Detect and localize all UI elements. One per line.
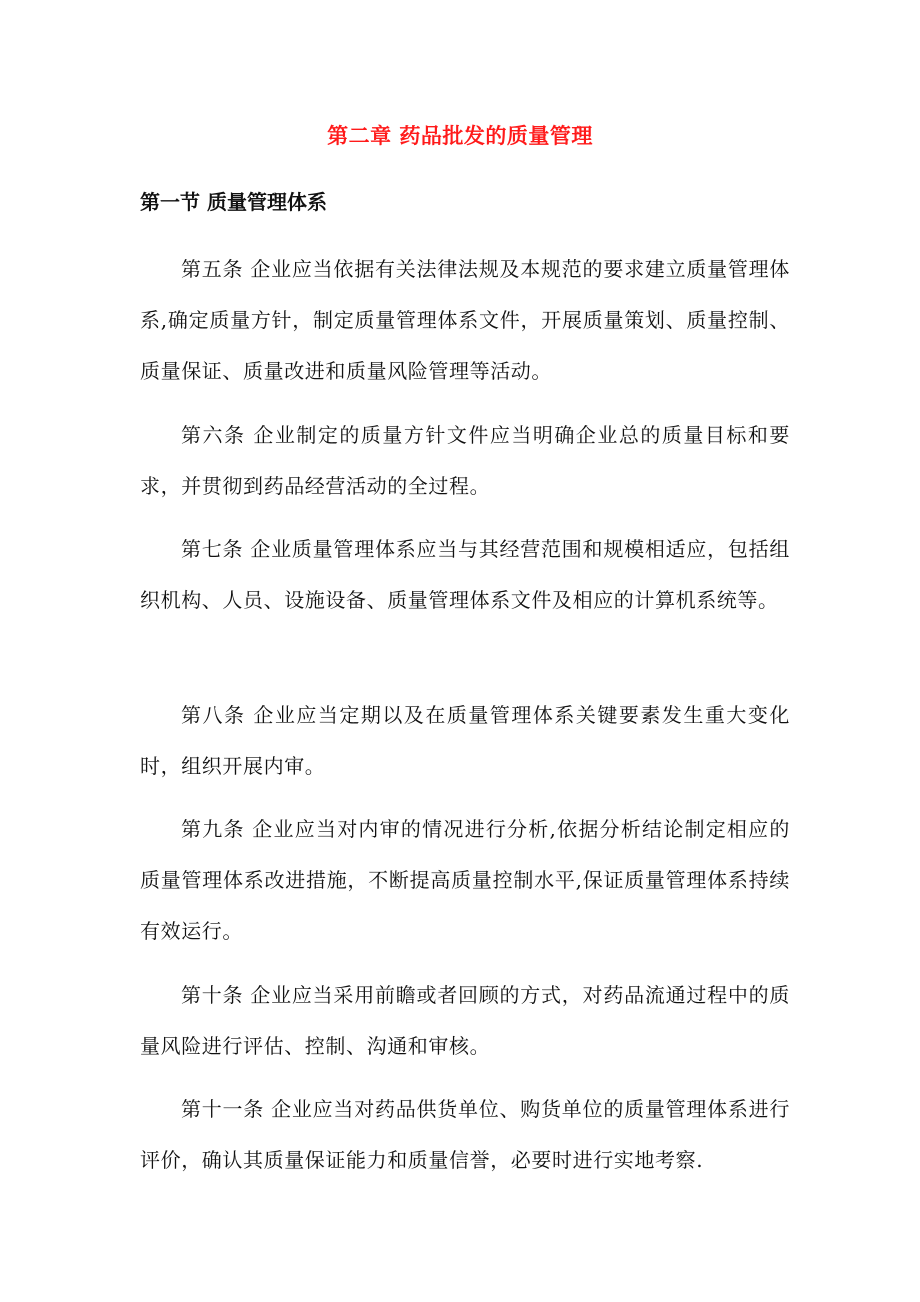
article-11: 第十一条 企业应当对药品供货单位、购货单位的质量管理体系进行评价，确认其质量保证能力和质量信誉，必要时进行实地考察. bbox=[140, 1097, 790, 1172]
article-10: 第十条 企业应当采用前瞻或者回顾的方式，对药品流通过程中的质量风险进行评估、控制、沟通和审核。 bbox=[140, 983, 790, 1058]
article-8: 第八条 企业应当定期以及在质量管理体系关键要素发生重大变化时，组织开展内审。 bbox=[140, 703, 790, 778]
article-6: 第六条 企业制定的质量方针文件应当明确企业总的质量目标和要求，并贯彻到药品经营活动的全过程。 bbox=[140, 423, 790, 498]
section-title: 第一节 质量管理体系 bbox=[140, 190, 327, 214]
article-9: 第九条 企业应当对内审的情况进行分析,依据分析结论制定相应的质量管理体系改进措施，不断提高质量控制水平,保证质量管理体系持续有效运行。 bbox=[140, 817, 790, 943]
article-7: 第七条 企业质量管理体系应当与其经营范围和规模相适应，包括组织机构、人员、设施设备、质量管理体系文件及相应的计算机系统等。 bbox=[140, 537, 790, 612]
article-5: 第五条 企业应当依据有关法律法规及本规范的要求建立质量管理体系,确定质量方针，制定质量管理体系文件，开展质量策划、质量控制、质量保证、质量改进和质量风险管理等活动。 bbox=[140, 257, 790, 383]
chapter-title: 第二章 药品批发的质量管理 bbox=[327, 124, 593, 148]
